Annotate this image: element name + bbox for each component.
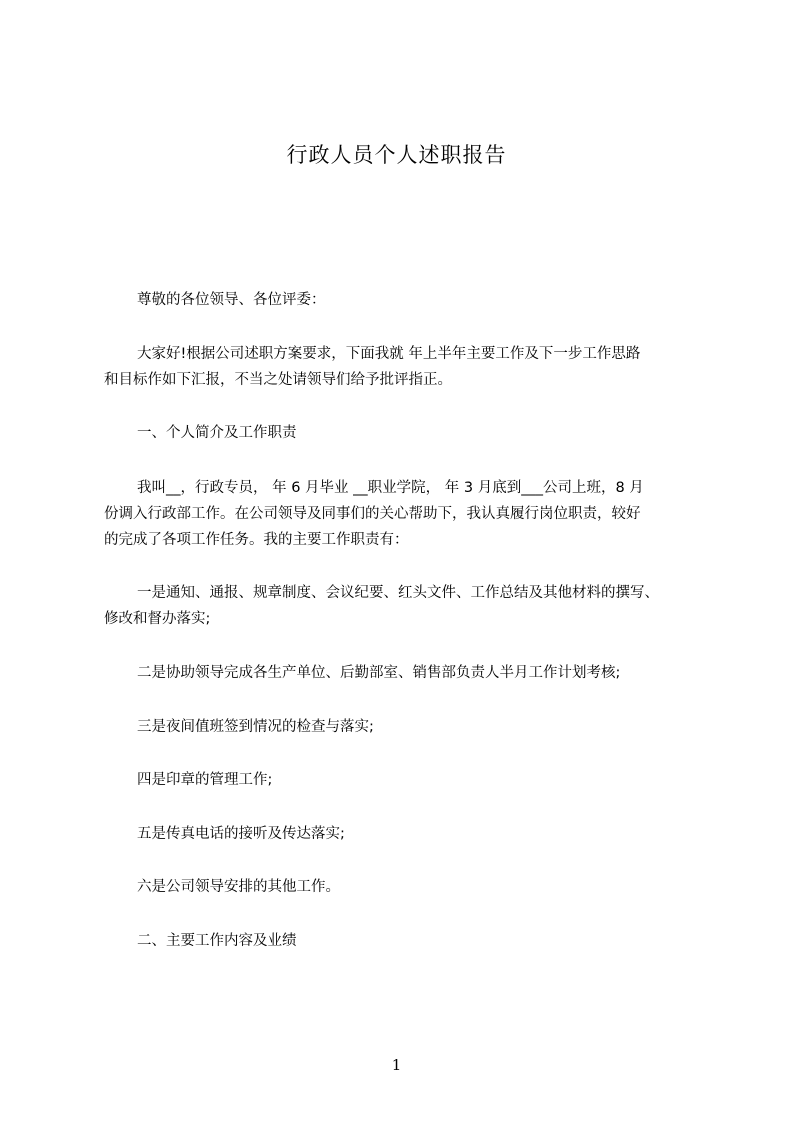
- duty-item: [104, 580, 724, 632]
- duty-5-line: 五是传真电话的接听及传达落实;: [137, 826, 345, 842]
- duty-4-line: 四是印章的管理工作;: [137, 772, 273, 788]
- bio-paragraph: [104, 475, 724, 553]
- duty-1-line: 修改和督办落实;: [104, 611, 211, 627]
- document-title: 行政人员个人述职报告: [286, 143, 507, 167]
- intro-paragraph: [104, 341, 724, 393]
- intro-line: 和目标作如下汇报，不当之处请领导们给予批评指正。: [104, 372, 452, 388]
- duty-item: [104, 874, 724, 900]
- duty-item: [104, 821, 724, 847]
- section-heading-2: 二、主要工作内容及业绩: [137, 933, 297, 949]
- section-heading-1: 一、个人简介及工作职责: [137, 425, 297, 441]
- duty-2-line: 二是协助领导完成各生产单位、后勤部室、销售部负责人半月工作计划考核;: [137, 665, 621, 681]
- duty-item: [104, 767, 724, 793]
- duty-6-line: 六是公司领导安排的其他工作。: [137, 879, 340, 895]
- page-number: 1: [391, 1056, 402, 1074]
- bio-line: 份调入行政部工作。在公司领导及同事们的关心帮助下，我认真履行岗位职责，较好: [104, 506, 641, 522]
- bio-line: 的完成了各项工作任务。我的主要工作职责有：: [104, 532, 409, 548]
- duty-3-line: 三是夜间值班签到情况的检查与落实;: [137, 719, 374, 735]
- salutation-line: 尊敬的各位领导、各位评委：: [137, 292, 326, 308]
- bio-line: 我叫__，行政专员， 年 6 月毕业 __职业学院， 年 3 月底到___公司上班，8 月: [137, 480, 644, 496]
- duty-item: [104, 714, 724, 740]
- section-heading: [104, 928, 724, 954]
- intro-line: 大家好!根据公司述职方案要求，下面我就 年上半年主要工作及下一步工作思路: [137, 346, 641, 362]
- salutation: [104, 287, 724, 313]
- duty-1-line: 一是通知、通报、规章制度、会议纪要、红头文件、工作总结及其他材料的撰写、: [137, 585, 659, 601]
- section-heading: [104, 420, 724, 446]
- duty-item: [104, 660, 724, 686]
